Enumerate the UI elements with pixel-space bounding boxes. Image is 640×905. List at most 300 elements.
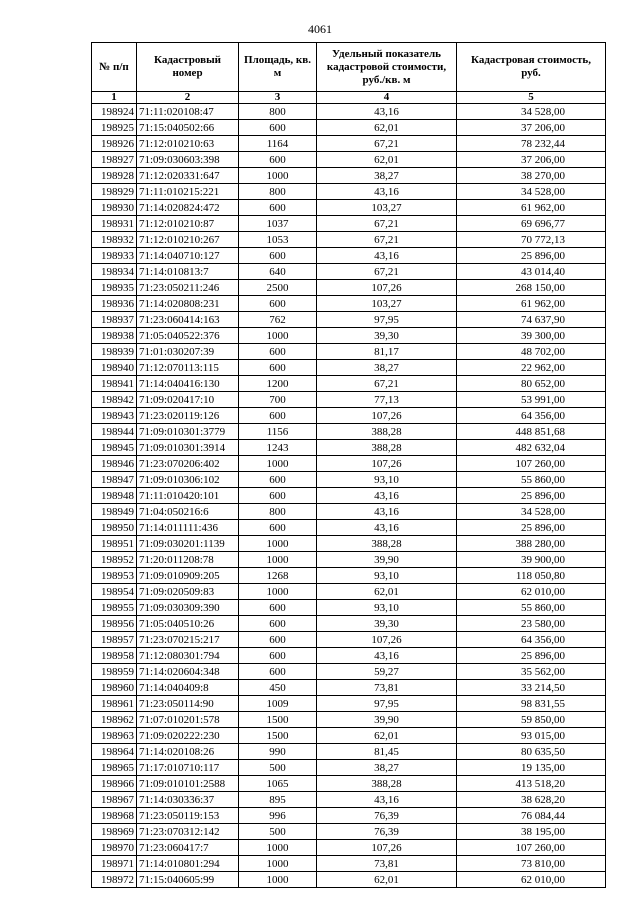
cell-area: 600 — [239, 632, 317, 648]
table-row — [92, 120, 606, 136]
cell-cadastral-number: 71:14:020604:348 — [137, 664, 239, 680]
cell-row-number: 198961 — [92, 696, 137, 712]
cell-row-number: 198967 — [92, 792, 137, 808]
cell-area: 600 — [239, 472, 317, 488]
cell-row-number: 198937 — [92, 312, 137, 328]
cell-cadastral-value: 76 084,44 — [457, 808, 606, 824]
cell-cadastral-number: 71:17:010710:117 — [137, 760, 239, 776]
table-row — [92, 136, 606, 152]
table-row — [92, 776, 606, 792]
table-row — [92, 840, 606, 856]
cell-specific-value: 43,16 — [317, 104, 457, 120]
column-number: 3 — [239, 92, 317, 104]
cell-cadastral-number: 71:14:010813:7 — [137, 264, 239, 280]
table-row — [92, 584, 606, 600]
table-row — [92, 728, 606, 744]
table-row — [92, 808, 606, 824]
table-row — [92, 632, 606, 648]
cell-row-number: 198934 — [92, 264, 137, 280]
cell-row-number: 198933 — [92, 248, 137, 264]
column-number: 1 — [92, 92, 137, 104]
cell-area: 800 — [239, 104, 317, 120]
cell-cadastral-value: 33 214,50 — [457, 680, 606, 696]
table-row — [92, 216, 606, 232]
cell-cadastral-value: 64 356,00 — [457, 632, 606, 648]
cell-cadastral-value: 43 014,40 — [457, 264, 606, 280]
cell-cadastral-value: 39 300,00 — [457, 328, 606, 344]
cell-area: 2500 — [239, 280, 317, 296]
table-row — [92, 664, 606, 680]
cell-area: 600 — [239, 120, 317, 136]
cell-area: 1164 — [239, 136, 317, 152]
cell-cadastral-number: 71:23:020119:126 — [137, 408, 239, 424]
cell-area: 600 — [239, 344, 317, 360]
cell-cadastral-number: 71:23:050211:246 — [137, 280, 239, 296]
cell-row-number: 198926 — [92, 136, 137, 152]
cell-cadastral-number: 71:09:020417:10 — [137, 392, 239, 408]
cell-specific-value: 388,28 — [317, 424, 457, 440]
cell-area: 1200 — [239, 376, 317, 392]
table-row — [92, 536, 606, 552]
header-specific-value: Удельный показатель кадастровой стоимости, руб./кв. м — [317, 43, 457, 92]
header-row-number: № п/п — [92, 43, 137, 92]
table-row — [92, 792, 606, 808]
cell-cadastral-number: 71:01:030207:39 — [137, 344, 239, 360]
cell-specific-value: 62,01 — [317, 120, 457, 136]
cell-cadastral-number: 71:12:020331:647 — [137, 168, 239, 184]
cell-cadastral-value: 448 851,68 — [457, 424, 606, 440]
cell-cadastral-number: 71:23:050119:153 — [137, 808, 239, 824]
cell-area: 1000 — [239, 456, 317, 472]
cell-row-number: 198941 — [92, 376, 137, 392]
cell-cadastral-number: 71:09:010306:102 — [137, 472, 239, 488]
table-row — [92, 744, 606, 760]
table-row — [92, 344, 606, 360]
cell-cadastral-number: 71:11:010420:101 — [137, 488, 239, 504]
cell-cadastral-value: 69 696,77 — [457, 216, 606, 232]
cell-cadastral-value: 38 628,20 — [457, 792, 606, 808]
cell-specific-value: 107,26 — [317, 632, 457, 648]
cell-specific-value: 62,01 — [317, 872, 457, 888]
cell-cadastral-number: 71:09:020222:230 — [137, 728, 239, 744]
cell-row-number: 198955 — [92, 600, 137, 616]
cell-cadastral-number: 71:14:040416:130 — [137, 376, 239, 392]
table-row — [92, 360, 606, 376]
cell-specific-value: 81,17 — [317, 344, 457, 360]
cell-row-number: 198943 — [92, 408, 137, 424]
cell-cadastral-number: 71:14:020824:472 — [137, 200, 239, 216]
cell-area: 1000 — [239, 536, 317, 552]
cell-area: 1500 — [239, 712, 317, 728]
table-row — [92, 712, 606, 728]
cell-specific-value: 43,16 — [317, 648, 457, 664]
cell-cadastral-number: 71:20:011208:78 — [137, 552, 239, 568]
column-number: 4 — [317, 92, 457, 104]
header-cadastral-value: Кадастровая стоимость, руб. — [457, 43, 606, 92]
cell-cadastral-number: 71:14:040409:8 — [137, 680, 239, 696]
header-cadastral-number: Кадастровый номер — [137, 43, 239, 92]
cell-row-number: 198970 — [92, 840, 137, 856]
cell-cadastral-value: 118 050,80 — [457, 568, 606, 584]
cell-row-number: 198936 — [92, 296, 137, 312]
cell-cadastral-value: 78 232,44 — [457, 136, 606, 152]
cell-specific-value: 62,01 — [317, 584, 457, 600]
cell-cadastral-number: 71:14:020108:26 — [137, 744, 239, 760]
cell-cadastral-value: 22 962,00 — [457, 360, 606, 376]
cell-cadastral-value: 38 195,00 — [457, 824, 606, 840]
cell-cadastral-value: 37 206,00 — [457, 120, 606, 136]
cell-area: 600 — [239, 360, 317, 376]
cell-specific-value: 76,39 — [317, 824, 457, 840]
cell-specific-value: 43,16 — [317, 184, 457, 200]
cell-cadastral-number: 71:07:010201:578 — [137, 712, 239, 728]
cell-area: 996 — [239, 808, 317, 824]
cell-specific-value: 67,21 — [317, 232, 457, 248]
cell-row-number: 198946 — [92, 456, 137, 472]
table-row — [92, 488, 606, 504]
cell-row-number: 198931 — [92, 216, 137, 232]
cell-specific-value: 43,16 — [317, 504, 457, 520]
cell-cadastral-number: 71:09:030603:398 — [137, 152, 239, 168]
cell-area: 800 — [239, 184, 317, 200]
cell-area: 600 — [239, 152, 317, 168]
table-row — [92, 408, 606, 424]
table-row — [92, 440, 606, 456]
table-row — [92, 424, 606, 440]
cell-area: 1000 — [239, 840, 317, 856]
table-row — [92, 760, 606, 776]
cell-row-number: 198960 — [92, 680, 137, 696]
cell-row-number: 198932 — [92, 232, 137, 248]
cell-row-number: 198942 — [92, 392, 137, 408]
cell-row-number: 198952 — [92, 552, 137, 568]
cell-row-number: 198947 — [92, 472, 137, 488]
table-header — [92, 43, 606, 104]
cell-row-number: 198938 — [92, 328, 137, 344]
cell-specific-value: 388,28 — [317, 776, 457, 792]
cell-cadastral-value: 25 896,00 — [457, 648, 606, 664]
cell-area: 990 — [239, 744, 317, 760]
cell-area: 895 — [239, 792, 317, 808]
cell-cadastral-value: 62 010,00 — [457, 872, 606, 888]
cell-area: 1037 — [239, 216, 317, 232]
cell-cadastral-value: 34 528,00 — [457, 504, 606, 520]
cell-row-number: 198927 — [92, 152, 137, 168]
cell-specific-value: 93,10 — [317, 568, 457, 584]
column-number: 2 — [137, 92, 239, 104]
cell-cadastral-number: 71:12:080301:794 — [137, 648, 239, 664]
cell-row-number: 198971 — [92, 856, 137, 872]
table-row — [92, 520, 606, 536]
cell-cadastral-value: 25 896,00 — [457, 488, 606, 504]
table-row — [92, 200, 606, 216]
cell-area: 450 — [239, 680, 317, 696]
cell-specific-value: 97,95 — [317, 312, 457, 328]
cell-cadastral-number: 71:09:010301:3779 — [137, 424, 239, 440]
table-row — [92, 648, 606, 664]
cell-row-number: 198964 — [92, 744, 137, 760]
cell-specific-value: 43,16 — [317, 520, 457, 536]
cell-cadastral-number: 71:14:040710:127 — [137, 248, 239, 264]
cell-specific-value: 38,27 — [317, 360, 457, 376]
cell-row-number: 198949 — [92, 504, 137, 520]
cell-cadastral-value: 80 635,50 — [457, 744, 606, 760]
cell-cadastral-value: 38 270,00 — [457, 168, 606, 184]
cell-cadastral-number: 71:23:060417:7 — [137, 840, 239, 856]
table-body — [92, 104, 606, 888]
cell-specific-value: 81,45 — [317, 744, 457, 760]
cell-specific-value: 43,16 — [317, 248, 457, 264]
page-number: 4061 — [308, 22, 332, 36]
cell-specific-value: 39,30 — [317, 616, 457, 632]
cell-specific-value: 38,27 — [317, 168, 457, 184]
cell-area: 600 — [239, 600, 317, 616]
cell-cadastral-number: 71:14:030336:37 — [137, 792, 239, 808]
cell-specific-value: 107,26 — [317, 456, 457, 472]
cell-area: 600 — [239, 648, 317, 664]
table-row — [92, 600, 606, 616]
cell-cadastral-number: 71:11:010215:221 — [137, 184, 239, 200]
cell-specific-value: 93,10 — [317, 600, 457, 616]
cell-cadastral-value: 48 702,00 — [457, 344, 606, 360]
cell-area: 500 — [239, 760, 317, 776]
cell-specific-value: 388,28 — [317, 440, 457, 456]
cell-row-number: 198969 — [92, 824, 137, 840]
cell-cadastral-number: 71:05:040510:26 — [137, 616, 239, 632]
cell-cadastral-value: 25 896,00 — [457, 520, 606, 536]
cell-row-number: 198950 — [92, 520, 137, 536]
cell-row-number: 198956 — [92, 616, 137, 632]
cell-specific-value: 93,10 — [317, 472, 457, 488]
table-row — [92, 456, 606, 472]
table-row — [92, 552, 606, 568]
cell-specific-value: 107,26 — [317, 408, 457, 424]
table-row — [92, 168, 606, 184]
cell-cadastral-value: 62 010,00 — [457, 584, 606, 600]
cell-row-number: 198935 — [92, 280, 137, 296]
table-row — [92, 568, 606, 584]
table-row — [92, 376, 606, 392]
cell-row-number: 198958 — [92, 648, 137, 664]
cell-area: 1243 — [239, 440, 317, 456]
cell-cadastral-value: 64 356,00 — [457, 408, 606, 424]
table-row — [92, 824, 606, 840]
table-row — [92, 264, 606, 280]
cell-specific-value: 62,01 — [317, 728, 457, 744]
cell-cadastral-value: 25 896,00 — [457, 248, 606, 264]
cell-specific-value: 39,30 — [317, 328, 457, 344]
cell-cadastral-value: 37 206,00 — [457, 152, 606, 168]
cell-cadastral-number: 71:09:030201:1139 — [137, 536, 239, 552]
table-row — [92, 856, 606, 872]
cell-cadastral-value: 93 015,00 — [457, 728, 606, 744]
cell-row-number: 198965 — [92, 760, 137, 776]
cell-area: 1000 — [239, 584, 317, 600]
cell-specific-value: 67,21 — [317, 136, 457, 152]
cell-area: 600 — [239, 200, 317, 216]
cell-specific-value: 43,16 — [317, 792, 457, 808]
cell-specific-value: 103,27 — [317, 296, 457, 312]
cell-cadastral-value: 23 580,00 — [457, 616, 606, 632]
table-row — [92, 312, 606, 328]
table-row — [92, 472, 606, 488]
table-row — [92, 328, 606, 344]
cell-row-number: 198954 — [92, 584, 137, 600]
cell-specific-value: 38,27 — [317, 760, 457, 776]
cell-row-number: 198948 — [92, 488, 137, 504]
cell-cadastral-value: 413 518,20 — [457, 776, 606, 792]
cell-cadastral-number: 71:23:070206:402 — [137, 456, 239, 472]
cell-specific-value: 107,26 — [317, 840, 457, 856]
cell-specific-value: 59,27 — [317, 664, 457, 680]
cell-cadastral-number: 71:09:010101:2588 — [137, 776, 239, 792]
cell-row-number: 198957 — [92, 632, 137, 648]
table-row — [92, 680, 606, 696]
cell-area: 600 — [239, 520, 317, 536]
cell-area: 1000 — [239, 856, 317, 872]
cell-specific-value: 73,81 — [317, 680, 457, 696]
cell-cadastral-value: 107 260,00 — [457, 840, 606, 856]
cell-area: 1268 — [239, 568, 317, 584]
table-row — [92, 280, 606, 296]
cell-row-number: 198925 — [92, 120, 137, 136]
cell-cadastral-value: 55 860,00 — [457, 472, 606, 488]
cell-row-number: 198930 — [92, 200, 137, 216]
cell-area: 1009 — [239, 696, 317, 712]
cell-area: 1065 — [239, 776, 317, 792]
table-row — [92, 872, 606, 888]
cell-row-number: 198959 — [92, 664, 137, 680]
cell-cadastral-value: 70 772,13 — [457, 232, 606, 248]
cell-cadastral-value: 268 150,00 — [457, 280, 606, 296]
cell-cadastral-value: 53 991,00 — [457, 392, 606, 408]
cell-cadastral-number: 71:23:050114:90 — [137, 696, 239, 712]
cell-cadastral-number: 71:23:060414:163 — [137, 312, 239, 328]
cell-row-number: 198929 — [92, 184, 137, 200]
cell-area: 600 — [239, 664, 317, 680]
cell-cadastral-number: 71:23:070215:217 — [137, 632, 239, 648]
cell-area: 600 — [239, 248, 317, 264]
cell-area: 1000 — [239, 168, 317, 184]
table-row — [92, 184, 606, 200]
cell-cadastral-value: 74 637,90 — [457, 312, 606, 328]
cell-cadastral-number: 71:14:010801:294 — [137, 856, 239, 872]
cell-cadastral-value: 107 260,00 — [457, 456, 606, 472]
cell-row-number: 198966 — [92, 776, 137, 792]
cadastral-value-table — [91, 42, 606, 888]
cell-area: 500 — [239, 824, 317, 840]
cell-specific-value: 97,95 — [317, 696, 457, 712]
cell-specific-value: 73,81 — [317, 856, 457, 872]
cell-specific-value: 43,16 — [317, 488, 457, 504]
cell-area: 1000 — [239, 872, 317, 888]
cell-row-number: 198963 — [92, 728, 137, 744]
cell-area: 600 — [239, 408, 317, 424]
table-row — [92, 696, 606, 712]
column-number: 5 — [457, 92, 606, 104]
cell-cadastral-value: 80 652,00 — [457, 376, 606, 392]
header-area: Площадь, кв. м — [239, 43, 317, 92]
cell-cadastral-number: 71:15:040502:66 — [137, 120, 239, 136]
cell-area: 600 — [239, 296, 317, 312]
table-row — [92, 248, 606, 264]
cell-cadastral-number: 71:12:010210:87 — [137, 216, 239, 232]
table-row — [92, 616, 606, 632]
cell-row-number: 198939 — [92, 344, 137, 360]
cell-area: 600 — [239, 616, 317, 632]
cell-row-number: 198972 — [92, 872, 137, 888]
cell-specific-value: 62,01 — [317, 152, 457, 168]
cell-specific-value: 388,28 — [317, 536, 457, 552]
cell-specific-value: 76,39 — [317, 808, 457, 824]
table-row — [92, 104, 606, 120]
cell-row-number: 198962 — [92, 712, 137, 728]
cell-area: 640 — [239, 264, 317, 280]
cell-cadastral-number: 71:09:010909:205 — [137, 568, 239, 584]
cell-area: 762 — [239, 312, 317, 328]
cell-cadastral-value: 98 831,55 — [457, 696, 606, 712]
cell-cadastral-number: 71:15:040605:99 — [137, 872, 239, 888]
cell-cadastral-value: 34 528,00 — [457, 104, 606, 120]
cell-row-number: 198940 — [92, 360, 137, 376]
cell-cadastral-value: 39 900,00 — [457, 552, 606, 568]
cell-cadastral-value: 388 280,00 — [457, 536, 606, 552]
cell-cadastral-value: 73 810,00 — [457, 856, 606, 872]
cell-cadastral-number: 71:05:040522:376 — [137, 328, 239, 344]
cell-row-number: 198928 — [92, 168, 137, 184]
cell-specific-value: 39,90 — [317, 552, 457, 568]
cell-specific-value: 107,26 — [317, 280, 457, 296]
cell-area: 1000 — [239, 328, 317, 344]
cell-cadastral-value: 55 860,00 — [457, 600, 606, 616]
cell-row-number: 198945 — [92, 440, 137, 456]
cell-cadastral-number: 71:12:010210:267 — [137, 232, 239, 248]
cell-cadastral-value: 59 850,00 — [457, 712, 606, 728]
cell-specific-value: 67,21 — [317, 216, 457, 232]
table-row — [92, 232, 606, 248]
cell-area: 1000 — [239, 552, 317, 568]
cell-row-number: 198953 — [92, 568, 137, 584]
cell-row-number: 198944 — [92, 424, 137, 440]
cell-specific-value: 67,21 — [317, 376, 457, 392]
cell-cadastral-number: 71:23:070312:142 — [137, 824, 239, 840]
table-row — [92, 296, 606, 312]
cell-cadastral-value: 34 528,00 — [457, 184, 606, 200]
cell-cadastral-value: 61 962,00 — [457, 200, 606, 216]
cell-cadastral-value: 61 962,00 — [457, 296, 606, 312]
cell-row-number: 198951 — [92, 536, 137, 552]
cell-specific-value: 77,13 — [317, 392, 457, 408]
cell-cadastral-number: 71:09:020509:83 — [137, 584, 239, 600]
cell-cadastral-value: 482 632,04 — [457, 440, 606, 456]
cell-cadastral-number: 71:14:011111:436 — [137, 520, 239, 536]
cell-area: 1053 — [239, 232, 317, 248]
cell-cadastral-number: 71:09:010301:3914 — [137, 440, 239, 456]
cell-area: 1500 — [239, 728, 317, 744]
cell-area: 700 — [239, 392, 317, 408]
cell-cadastral-number: 71:12:070113:115 — [137, 360, 239, 376]
table-row — [92, 152, 606, 168]
cell-cadastral-number: 71:09:030309:390 — [137, 600, 239, 616]
cell-area: 1156 — [239, 424, 317, 440]
cell-area: 600 — [239, 488, 317, 504]
cell-cadastral-number: 71:04:050216:6 — [137, 504, 239, 520]
cell-cadastral-value: 19 135,00 — [457, 760, 606, 776]
cell-specific-value: 39,90 — [317, 712, 457, 728]
cell-specific-value: 67,21 — [317, 264, 457, 280]
cell-cadastral-number: 71:14:020808:231 — [137, 296, 239, 312]
cell-row-number: 198968 — [92, 808, 137, 824]
